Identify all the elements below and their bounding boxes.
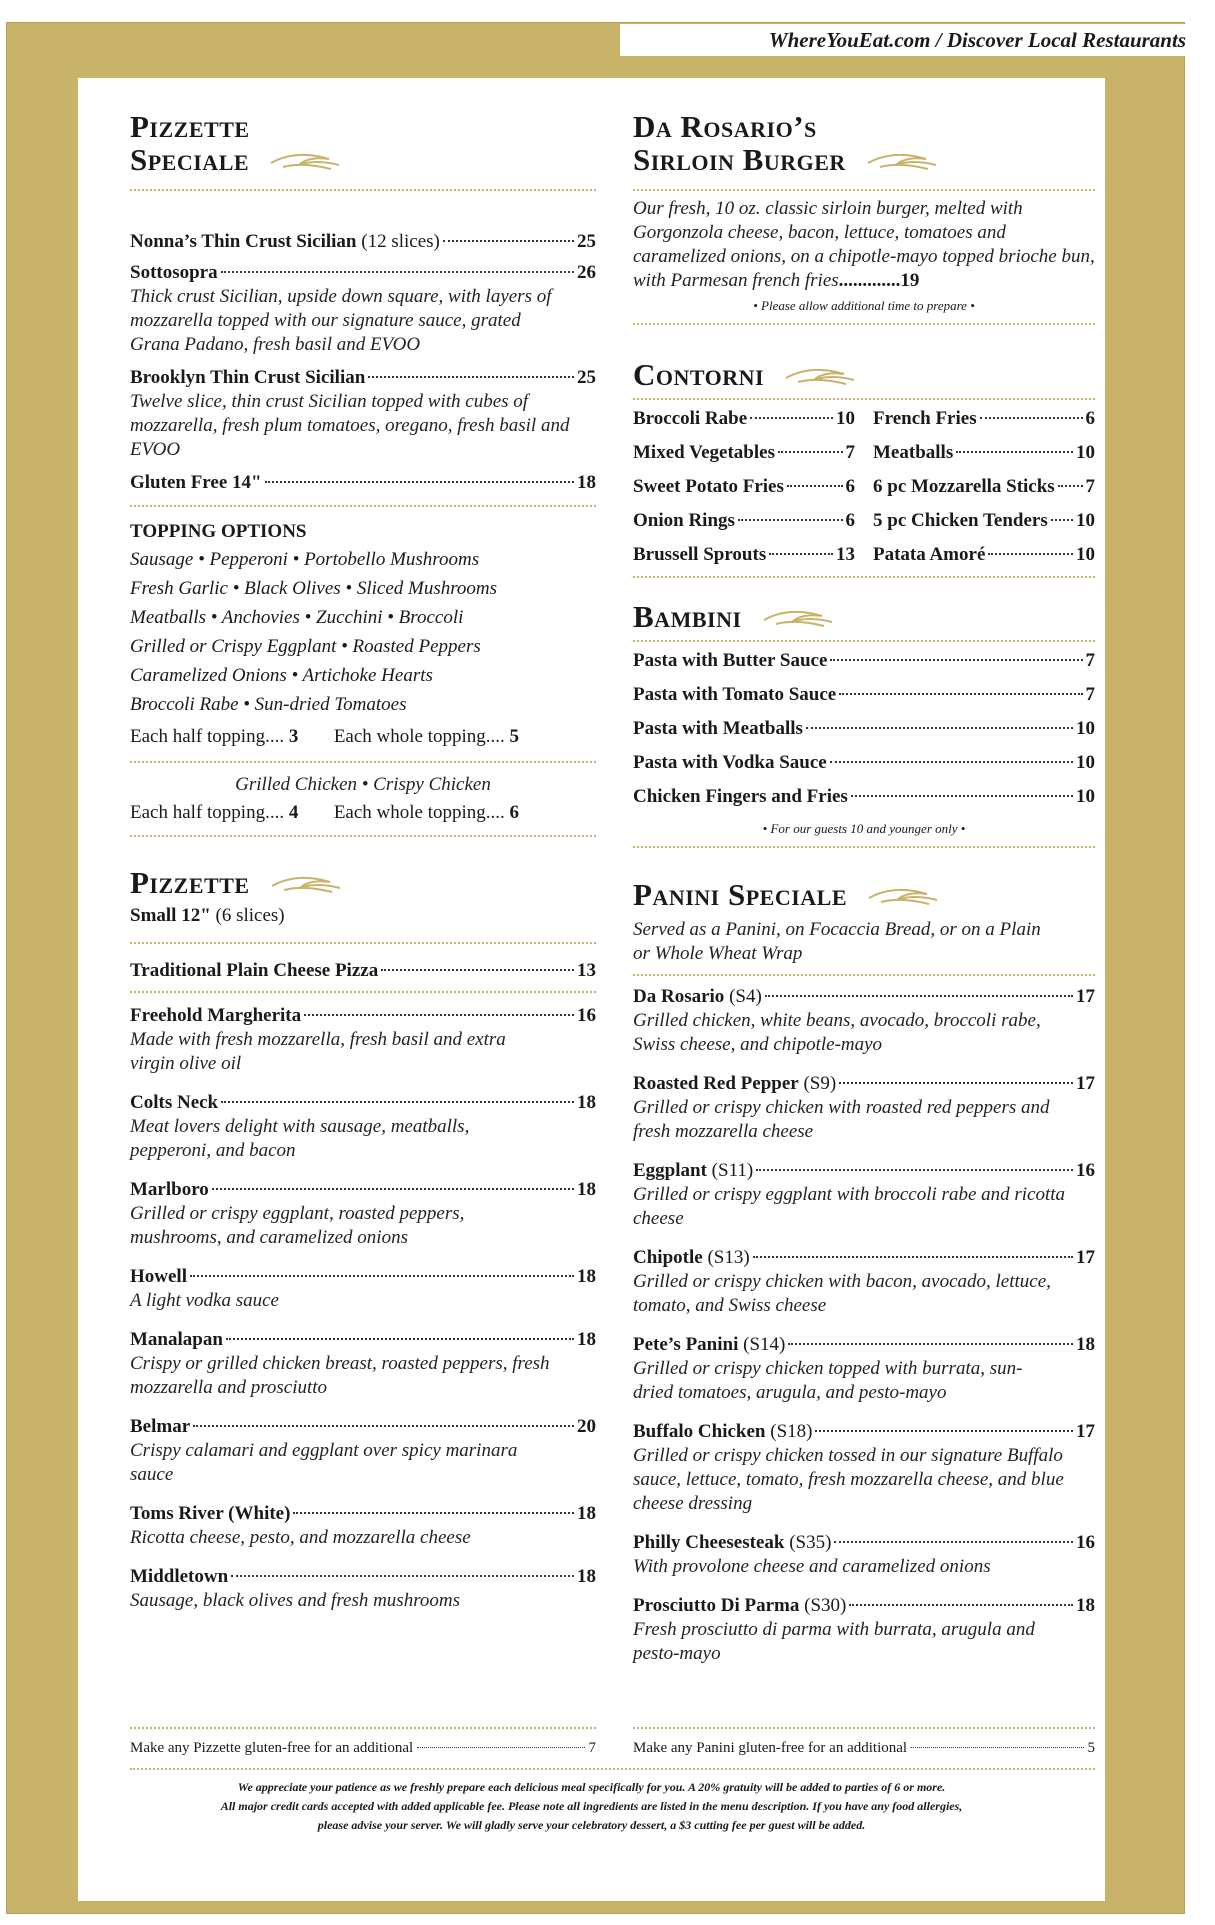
item-code: (S14) xyxy=(738,1334,786,1356)
item-price: 13 xyxy=(577,960,596,982)
section-pizzette xyxy=(130,866,596,1613)
site-banner[interactable]: WhereYouEat.com / Discover Local Restaurants xyxy=(620,24,1190,56)
leader-dots xyxy=(293,1512,574,1514)
leader-dots xyxy=(226,1338,574,1340)
menu-item[interactable] xyxy=(130,365,596,390)
item-description: Grilled or crispy eggplant, roasted peppers, mushrooms, and caramelized onions xyxy=(130,1203,465,1249)
section-pizzette-speciale xyxy=(130,110,596,191)
leader-dots xyxy=(988,553,1073,555)
menu-item[interactable] xyxy=(633,1158,1095,1183)
topping-line: Broccoli Rabe • Sun-dried Tomatoes xyxy=(130,694,407,715)
item-name: Pasta with Tomato Sauce xyxy=(633,684,837,706)
item-code: (S9) xyxy=(798,1073,837,1095)
item-description: Grilled or crispy eggplant with broccoli rabe and ricotta cheese xyxy=(633,1184,1066,1230)
topping-line: Caramelized Onions • Artichoke Hearts xyxy=(130,665,433,686)
menu-item[interactable] xyxy=(633,746,1095,780)
item-price: 18 xyxy=(577,1503,596,1525)
panini-list xyxy=(633,984,1095,1666)
section-title xyxy=(633,110,1095,179)
item-description: Our fresh, 10 oz. classic sirloin burger, melted with Gorgonzola cheese, bacon, lettuce, tomatoes and caramelized onions, on a chipotle-mayo topped brioche bun, with Parmesan french fries xyxy=(633,198,1095,292)
item-price: 10 xyxy=(1076,752,1095,774)
menu-item[interactable] xyxy=(873,538,1095,572)
menu-item[interactable] xyxy=(873,470,1095,504)
size-label: Small 12" xyxy=(130,905,211,927)
menu-item[interactable] xyxy=(633,504,855,538)
whole-topping-label: Each whole topping.... xyxy=(333,726,505,747)
topping-price-row xyxy=(130,725,596,749)
item-price: 25 xyxy=(577,367,596,388)
size-subtext: (6 slices) xyxy=(210,905,285,927)
item-description: Grilled or crispy chicken with bacon, avocado, lettuce, tomato, and Swiss cheese xyxy=(633,1271,1051,1317)
leader-dots xyxy=(806,727,1073,729)
bambini-list xyxy=(633,644,1095,814)
leader-dots xyxy=(190,1275,574,1277)
speciale-list xyxy=(130,229,596,837)
item-description: Grilled chicken, white beans, avocado, broccoli rabe, Swiss cheese, and chipotle-mayo xyxy=(633,1010,1041,1056)
item-name: Philly Cheesesteak xyxy=(633,1532,785,1554)
gluten-free-label: Make any Panini gluten-free for an additional xyxy=(633,1740,908,1756)
flourish-icon xyxy=(762,603,834,636)
leader-dots xyxy=(956,451,1073,453)
item-description: Ricotta cheese, pesto, and mozzarella cheese xyxy=(130,1527,471,1549)
item-price: 17 xyxy=(1076,1073,1095,1095)
half-topping-price: 3 xyxy=(288,726,299,747)
menu-item[interactable] xyxy=(130,229,596,254)
leader-dots xyxy=(750,417,833,419)
item-description: Fresh prosciutto di parma with burrata, arugula and pesto-mayo xyxy=(633,1619,1035,1665)
leader-dots xyxy=(778,451,843,453)
flourish-icon xyxy=(269,146,341,179)
section-panini xyxy=(633,878,1095,1666)
menu-item[interactable] xyxy=(633,436,855,470)
item-price: 10 xyxy=(836,408,855,430)
leader-dots xyxy=(368,376,574,378)
item-name: 5 pc Chicken Tenders xyxy=(873,510,1048,532)
topping-list xyxy=(130,545,596,719)
menu-item[interactable] xyxy=(130,1564,596,1589)
menu-item[interactable] xyxy=(130,1090,596,1115)
menu-item[interactable] xyxy=(130,470,596,495)
leader-dots xyxy=(787,485,843,487)
item-price: 18 xyxy=(577,1329,596,1351)
item-price: 7 xyxy=(1085,684,1095,706)
item-name: French Fries xyxy=(873,408,977,430)
item-price: 17 xyxy=(1076,986,1095,1008)
menu-item[interactable] xyxy=(873,436,1095,470)
menu-item[interactable] xyxy=(130,1003,596,1028)
item-description: With provolone cheese and caramelized onions xyxy=(633,1556,991,1578)
item-price: 7 xyxy=(1085,476,1095,498)
item-name: Nonna’s Thin Crust Sicilian xyxy=(130,231,357,252)
leader-dots xyxy=(221,271,574,273)
topping-options-heading: TOPPING OPTIONS xyxy=(130,521,307,542)
item-description: Meat lovers delight with sausage, meatballs, pepperoni, and bacon xyxy=(130,1116,470,1162)
item-code: (S4) xyxy=(724,986,762,1008)
menu-item[interactable] xyxy=(130,1177,596,1202)
gluten-free-label: Make any Pizzette gluten-free for an additional xyxy=(130,1740,414,1756)
item-description: Thick crust Sicilian, upside down square, with layers of mozzarella topped with our signature sauce, grated Grana Padano, fresh basil and EVOO xyxy=(130,286,552,355)
item-price: 18 xyxy=(1076,1334,1095,1356)
leader-dots xyxy=(815,1430,1073,1432)
menu-item[interactable] xyxy=(873,504,1095,538)
item-price: 13 xyxy=(836,544,855,566)
item-price: 20 xyxy=(577,1416,596,1438)
item-name: Belmar xyxy=(130,1416,191,1438)
item-name: Roasted Red Pepper xyxy=(633,1073,799,1095)
item-name: Buffalo Chicken xyxy=(633,1421,766,1443)
contorni-left xyxy=(633,402,855,572)
section-title-line1: Da Rosario’s xyxy=(633,109,817,144)
leader-dots xyxy=(769,553,833,555)
item-name: Broccoli Rabe xyxy=(633,408,748,430)
item-name: Manalapan xyxy=(130,1329,223,1351)
item-code: (S11) xyxy=(706,1160,754,1182)
topping-line: Grilled or Crispy Eggplant • Roasted Peppers xyxy=(130,636,481,657)
item-name: Eggplant xyxy=(633,1160,707,1182)
item-name: Pasta with Vodka Sauce xyxy=(633,752,827,774)
item-description: Made with fresh mozzarella, fresh basil and extra virgin olive oil xyxy=(130,1029,506,1075)
menu-item[interactable] xyxy=(130,1501,596,1526)
item-name: Traditional Plain Cheese Pizza xyxy=(130,960,379,982)
item-name: 6 pc Mozzarella Sticks xyxy=(873,476,1055,498)
menu-item[interactable] xyxy=(130,1414,596,1439)
item-name: Patata Amoré xyxy=(873,544,986,566)
leader-dots xyxy=(231,1575,574,1577)
item-description: Sausage, black olives and fresh mushrooms xyxy=(130,1590,461,1612)
leader-dots xyxy=(1058,485,1083,487)
menu-item[interactable] xyxy=(633,402,855,436)
pizzette-list xyxy=(130,958,596,1613)
section-title-text: Contorni xyxy=(633,357,765,392)
item-name: Freehold Margherita xyxy=(130,1005,302,1027)
whole-topping-label: Each whole topping.... xyxy=(333,802,505,823)
item-name: Chipotle xyxy=(633,1247,703,1269)
leader-dots xyxy=(756,1169,1073,1171)
menu-item[interactable] xyxy=(633,984,1095,1009)
leader-dots xyxy=(265,481,574,483)
burger-note: • Please allow additional time to prepare • xyxy=(753,298,975,314)
item-price: 10 xyxy=(1076,442,1095,464)
leader-dots xyxy=(221,1101,574,1103)
item-price: 16 xyxy=(1076,1160,1095,1182)
item-description: A light vodka sauce xyxy=(130,1290,279,1312)
item-name: Pete’s Panini xyxy=(633,1334,739,1356)
leader-dots xyxy=(381,969,574,971)
item-price: 16 xyxy=(577,1005,596,1027)
item-name: Pasta with Meatballs xyxy=(633,718,803,740)
item-price: 26 xyxy=(577,262,596,283)
menu-item[interactable] xyxy=(633,644,1095,678)
item-price: 18 xyxy=(577,472,596,493)
item-code: (S35) xyxy=(784,1532,832,1554)
item-name: Mixed Vegetables xyxy=(633,442,775,464)
leader-dots xyxy=(834,1541,1073,1543)
item-price: 18 xyxy=(1076,1595,1095,1617)
section-title-text: Panini Speciale xyxy=(633,877,848,912)
leader-dots xyxy=(738,519,843,521)
chicken-price-row xyxy=(130,801,596,825)
section-contorni xyxy=(633,358,1095,578)
leader-dots xyxy=(849,1604,1073,1606)
leader-dots xyxy=(839,693,1082,695)
item-price: 18 xyxy=(577,1092,596,1114)
half-topping-label: Each half topping.... xyxy=(130,726,285,747)
section-bambini xyxy=(633,600,1095,848)
menu-item[interactable] xyxy=(633,1593,1095,1618)
menu-item[interactable] xyxy=(130,958,596,983)
menu-item[interactable] xyxy=(873,402,1095,436)
menu-item[interactable] xyxy=(633,712,1095,746)
item-name: Colts Neck xyxy=(130,1092,219,1114)
menu-item[interactable] xyxy=(633,470,855,504)
whole-topping-price: 6 xyxy=(509,802,520,823)
bambini-note: • For our guests 10 and younger only • xyxy=(762,821,966,837)
item-name: Brooklyn Thin Crust Sicilian xyxy=(130,367,366,388)
item-name: Meatballs xyxy=(873,442,954,464)
item-price: 25 xyxy=(577,231,596,252)
item-name: Pasta with Butter Sauce xyxy=(633,650,828,672)
chicken-topping-line: Grilled Chicken • Crispy Chicken xyxy=(235,774,491,795)
item-price: 19 xyxy=(900,270,920,292)
section-title xyxy=(130,110,596,179)
item-name: Sottosopra xyxy=(130,262,218,283)
gluten-free-price: 5 xyxy=(1087,1740,1095,1756)
leader-dots xyxy=(417,1747,584,1748)
item-description: Twelve slice, thin crust Sicilian topped with cubes of mozzarella, fresh plum tomatoes, oregano, fresh basil and EVOO xyxy=(130,391,570,460)
item-name: Prosciutto Di Parma xyxy=(633,1595,800,1617)
leader-dots xyxy=(1051,519,1073,521)
item-name: Brussell Sprouts xyxy=(633,544,767,566)
gluten-free-price: 7 xyxy=(588,1740,596,1756)
menu-item[interactable] xyxy=(130,1264,596,1289)
menu-page xyxy=(78,78,1105,1901)
leader-dots xyxy=(788,1343,1073,1345)
item-code: (S18) xyxy=(765,1421,813,1443)
section-title xyxy=(633,358,1095,394)
item-name: Middletown xyxy=(130,1566,229,1588)
half-topping-price: 4 xyxy=(288,802,299,823)
legal-line: please advise your server. We will gladly serve your celebratory dessert, a $3 cutting fee per guest will be added. xyxy=(317,1818,866,1832)
leader-dots xyxy=(839,1082,1073,1084)
item-name: Gluten Free 14" xyxy=(130,472,262,493)
leader-dots xyxy=(304,1014,574,1016)
item-price: 10 xyxy=(1076,718,1095,740)
leader-dots xyxy=(443,240,574,242)
item-price: 7 xyxy=(1085,650,1095,672)
legal-line: We appreciate your patience as we freshly prepare each delicious meal specifically for you. A 20% gratuity will be added to parties of 6 or more. xyxy=(237,1780,946,1794)
item-name: Howell xyxy=(130,1266,187,1288)
item-description: Grilled or crispy chicken tossed in our signature Buffalo sauce, lettuce, tomato, fresh mozzarella cheese, and blue cheese dressing xyxy=(633,1445,1064,1515)
pizzette-gluten-free xyxy=(130,1721,596,1759)
leader-dots xyxy=(830,761,1073,763)
half-topping-label: Each half topping.... xyxy=(130,802,285,823)
item-price: 10 xyxy=(1076,786,1095,808)
item-price: 18 xyxy=(577,1566,596,1588)
pizzette-size xyxy=(130,904,596,928)
item-name: Toms River (White) xyxy=(130,1503,291,1525)
menu-item[interactable] xyxy=(633,538,855,572)
item-name: Onion Rings xyxy=(633,510,735,532)
leader-dots xyxy=(753,1256,1073,1258)
item-subtext: (12 slices) xyxy=(356,231,440,252)
leader-dots xyxy=(851,795,1073,797)
leader-dots xyxy=(193,1425,574,1427)
leader-dots xyxy=(830,659,1082,661)
menu-item[interactable] xyxy=(130,260,596,285)
item-name: Marlboro xyxy=(130,1179,209,1201)
leader-dots xyxy=(765,995,1073,997)
legal-notice xyxy=(78,1778,1105,1835)
leader-dots xyxy=(911,1747,1083,1748)
item-price: 18 xyxy=(577,1179,596,1201)
section-burger xyxy=(633,110,1095,325)
item-description: Grilled or crispy chicken topped with burrata, sun-dried tomatoes, arugula, and pesto-mayo xyxy=(633,1358,1023,1404)
menu-item[interactable] xyxy=(633,1071,1095,1096)
topping-line: Fresh Garlic • Black Olives • Sliced Mushrooms xyxy=(130,578,498,599)
item-description: Crispy calamari and eggplant over spicy marinara sauce xyxy=(130,1440,518,1486)
item-price: 10 xyxy=(1076,510,1095,532)
item-price: 6 xyxy=(845,476,855,498)
item-name: Da Rosario xyxy=(633,986,725,1008)
item-code: (S30) xyxy=(799,1595,847,1617)
menu-item[interactable] xyxy=(633,1245,1095,1270)
legal-line: All major credit cards accepted with added applicable fee. Please note all ingredients are listed in the menu description. If you have any food allergies, xyxy=(220,1799,963,1813)
item-price: 18 xyxy=(577,1266,596,1288)
item-name: Sweet Potato Fries xyxy=(633,476,784,498)
panini-intro: Served as a Panini, on Focaccia Bread, or on a Plain or Whole Wheat Wrap xyxy=(633,919,1041,965)
item-price: 6 xyxy=(845,510,855,532)
flourish-icon xyxy=(784,361,856,394)
flourish-icon xyxy=(270,869,342,902)
menu-item[interactable] xyxy=(633,1419,1095,1444)
whole-topping-price: 5 xyxy=(509,726,520,747)
item-code: (S13) xyxy=(702,1247,750,1269)
contorni-grid xyxy=(633,402,1095,572)
leader-dots xyxy=(212,1188,574,1190)
item-name: Chicken Fingers and Fries xyxy=(633,786,848,808)
section-title-line2: Speciale xyxy=(130,142,250,177)
flourish-icon xyxy=(866,146,938,179)
section-title-text: Bambini xyxy=(633,599,742,634)
contorni-right xyxy=(873,402,1095,572)
section-title-line1: Pizzette xyxy=(130,109,250,144)
section-title-line2: Sirloin Burger xyxy=(633,142,846,177)
item-description: Grilled or crispy chicken with roasted red peppers and fresh mozzarella cheese xyxy=(633,1097,1050,1143)
section-title xyxy=(130,866,596,902)
menu-item[interactable] xyxy=(633,1332,1095,1357)
topping-line: Sausage • Pepperoni • Portobello Mushrooms xyxy=(130,549,480,570)
menu-item[interactable] xyxy=(130,1327,596,1352)
item-price: 6 xyxy=(1085,408,1095,430)
leader-dots xyxy=(980,417,1083,419)
topping-line: Meatballs • Anchovies • Zucchini • Broccoli xyxy=(130,607,464,628)
flourish-icon xyxy=(867,881,939,914)
menu-item[interactable] xyxy=(633,1530,1095,1555)
menu-item[interactable] xyxy=(633,780,1095,814)
item-description: Crispy or grilled chicken breast, roasted peppers, fresh mozzarella and prosciutto xyxy=(130,1353,550,1399)
footer-divider xyxy=(130,1768,1095,1770)
section-title xyxy=(633,600,1095,636)
item-price: 17 xyxy=(1076,1421,1095,1443)
item-price: 10 xyxy=(1076,544,1095,566)
section-title xyxy=(633,878,1095,914)
menu-item[interactable] xyxy=(633,678,1095,712)
section-title-text: Pizzette xyxy=(130,865,250,900)
panini-gluten-free xyxy=(633,1721,1095,1759)
item-price: 17 xyxy=(1076,1247,1095,1269)
item-price: 7 xyxy=(845,442,855,464)
item-price: 16 xyxy=(1076,1532,1095,1554)
burger-description-block[interactable]: Our fresh, 10 oz. classic sirloin burger, melted with Gorgonzola cheese, bacon, lettuce, tomatoes and caramelized onions, on a chipotle-mayo topped brioche bun, with Parmesan french fries.............19 xyxy=(633,198,1095,292)
